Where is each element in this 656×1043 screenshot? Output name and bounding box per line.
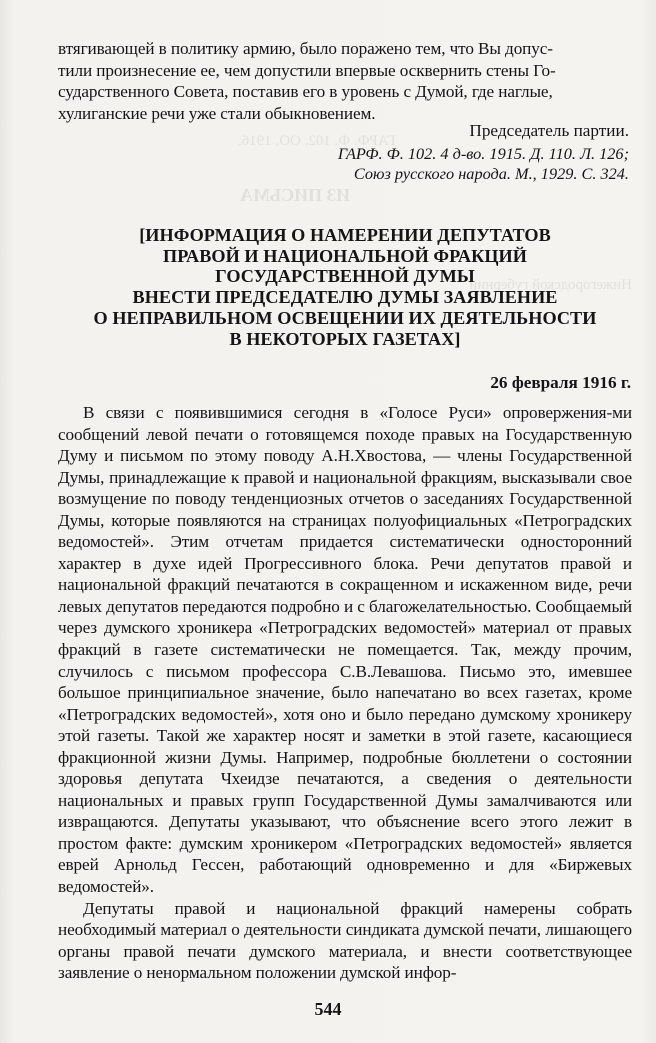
document-date: 26 февраля 1916 г. bbox=[490, 373, 631, 392]
signature: Председатель партии. bbox=[469, 121, 629, 140]
page-number: 544 bbox=[314, 999, 342, 1019]
title-line: В НЕКОТОРЫХ ГАЗЕТАХ] bbox=[229, 328, 461, 349]
source-line: ГАРФ. Ф. 102. 4 д-во. 1915. Д. 110. Л. 126; bbox=[337, 144, 629, 163]
source-line: Союз русского народа. М., 1929. С. 324. bbox=[353, 163, 629, 183]
bleed-through-decoration: Нижегородской губернии bbox=[469, 277, 632, 293]
intro-line: втягивающей в политику армию, было поражено тем, что Вы допус- bbox=[58, 39, 553, 58]
title-line: [ИНФОРМАЦИЯ О НАМЕРЕНИИ ДЕПУТАТОВ bbox=[139, 225, 551, 245]
title-line: О НЕПРАВИЛЬНОМ ОСВЕЩЕНИИ ИХ ДЕЯТЕЛЬНОСТИ bbox=[93, 307, 597, 328]
bleed-through-decoration: ГАРФ. Ф. 102. ОО. 1916. bbox=[238, 133, 396, 149]
bleed-through-decoration: ИЗ ПИСЬМА bbox=[240, 185, 351, 205]
intro-line: сударственного Совета, поставив его в уровень с Думой, где наглые, bbox=[58, 82, 553, 102]
title-line: ПРАВОЙ И НАЦИОНАЛЬНОЙ ФРАКЦИЙ bbox=[163, 245, 527, 266]
body-paragraph: В связи с появившимися сегодня в «Голосе Руси» опровержения-ми сообщений левой печати о готовящемся походе правых на Государственную Думу и письмом по этому поводу А.Н.Хвостова, — члены Государственной Думы, принадлежащие к правой и национальной фракциям, высказывали свое возмущение по поводу тенденциозных отчетов о заседаниях Государственной Думы, которые появляются на страницах полуофициальных «Петроградских ведомостей». Этим отчетам придается систематически односторонний характер в духе идей Прогрессивного блока. Речи депутатов правой и национальной фракций печатаются в сокращенном и искаженном виде, речи левых депутатов передаются подробно и с благожелательностью. Сообщаемый через думского хроникера «Петроградских ведомостей» материал от правых фракций в газете систематически не помещается. Так, между прочим, случилось с письмом профессора С.В.Левашова. Письмо это, имевшее большое принципиальное значение, было напечатано во всех газетах, кроме «Петроградских ведомостей», хотя оно и было передано думскому хроникеру этой газеты. Такой же характер носят и заметки в этой газете, касающиеся фракционной жизни Думы. Например, подробные бюллетени о состоянии здоровья депутата Чхеидзе печатаются, а сведения о деятельности национальных и правых групп Государственной Думы замалчиваются или извращаются. Депутаты указывают, что объяснение всего этого лежит в простом факте: думским хроникером «Петроградских ведомостей» является еврей Арнольд Гессен, работающий одновременно и для «Биржевых ведомостей». bbox=[58, 403, 632, 897]
intro-line: тили произнесение ее, чем допустили впервые осквернить стены Го- bbox=[58, 60, 556, 80]
title-line: ГОСУДАРСТВЕННОЙ ДУМЫ bbox=[215, 266, 475, 287]
document-title bbox=[68, 225, 622, 349]
title-line: ВНЕСТИ ПРЕДСЕДАТЕЛЮ ДУМЫ ЗАЯВЛЕНИЕ bbox=[132, 287, 558, 308]
archive-source bbox=[229, 144, 629, 183]
body-paragraph: Депутаты правой и национальной фракций намерены собрать необходимый материал о деятельности синдиката думской печати, лишающего органы правой печати думского материала, и внести соответствующее заявление о ненормальном положении думской инфор- bbox=[58, 898, 632, 983]
intro-line: хулиганские речи уже стали обыкновением. bbox=[58, 103, 376, 123]
intro-text bbox=[58, 38, 632, 124]
document-body bbox=[58, 402, 632, 984]
